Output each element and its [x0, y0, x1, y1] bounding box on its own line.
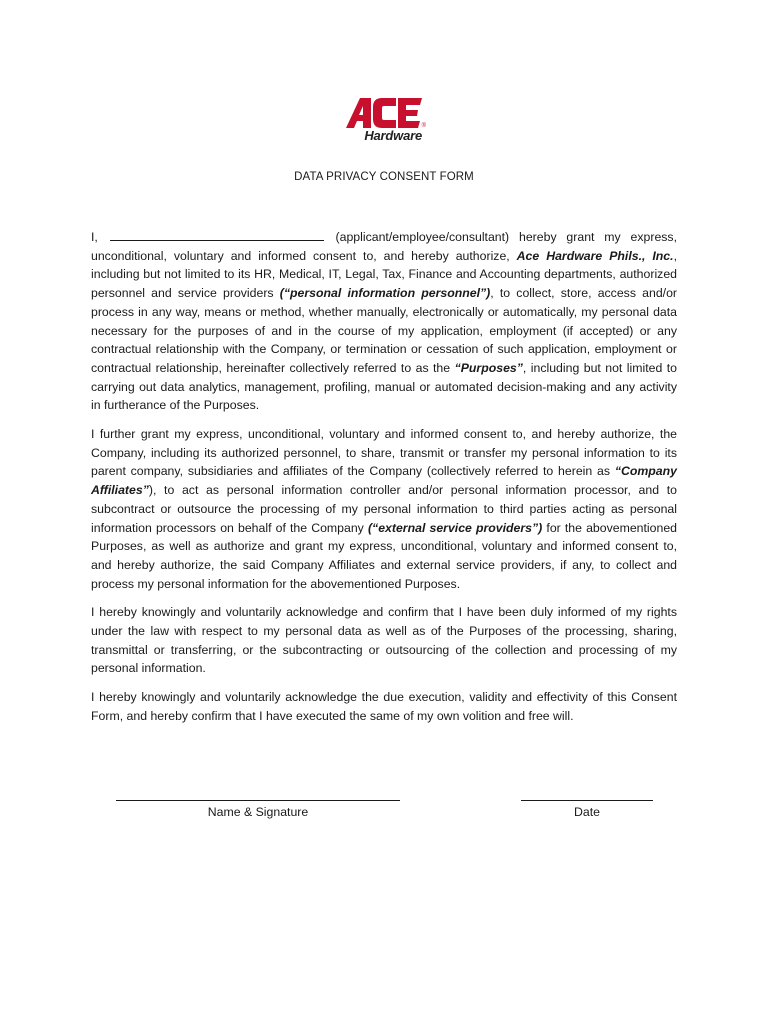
text-segment: (applicant/employee/consultant) hereby grant my express, unconditional, voluntary and informed consent to, and hereby authorize,: [91, 230, 677, 263]
date-label: Date: [574, 805, 600, 819]
consent-body: [91, 228, 677, 736]
text-segment: I further grant my express, unconditional, voluntary and informed consent to, and hereby authorize, the Company, including its authorized personnel, to share, transmit or transfer my personal information to its parent company, subsidiaries and affiliates of the Company (collectively referred to herein as: [91, 427, 677, 479]
paragraph-sharing-consent: [91, 425, 677, 593]
text-segment: , to collect, store, access and/or process in any way, means or method, whether manually, electronically or automatically, my personal data necessary for the purposes of and in the course of my application, employment (if accepted) or any contractual relationship with the Company, or termination or cessation of such application, employment or contractual relationship, hereinafter collectively referred to as the: [91, 286, 678, 375]
form-title: DATA PRIVACY CONSENT FORM: [294, 171, 474, 183]
text-segment: ), to act as personal information controller and/or personal information processor, and to subcontract or outsource the processing of my personal information to third parties acting as personal information processors on behalf of the Company: [91, 483, 677, 535]
defined-term: “Purposes”: [454, 360, 523, 375]
text-segment: for the abovementioned Purposes, as well as authorize and grant my express, unconditional, voluntary and informed consent to, and hereby authorize, the said Company Affiliates and external service providers, if any, to collect and process my personal information for the abovementioned Purposes.: [91, 520, 678, 591]
defined-term: “Company Affiliates”: [91, 464, 677, 498]
defined-term: (“external service providers”): [367, 520, 543, 535]
date-line[interactable]: [521, 800, 653, 801]
ace-logo-mark: [344, 96, 426, 130]
name-blank-line[interactable]: [110, 228, 324, 241]
defined-term: (“personal information personnel”): [279, 286, 491, 301]
text-segment: , including but not limited to carrying out data analytics, management, profiling, manual or automated decision-making and any activity in furtherance of the Purposes.: [91, 360, 677, 413]
text-segment: , including but not limited to its HR, Medical, IT, Legal, Tax, Finance and Accounting departments, authorized personnel and service providers: [91, 248, 677, 301]
signature-label: Name & Signature: [207, 805, 309, 819]
paragraph-consent-grant: [91, 228, 677, 415]
paragraph-execution-acknowledgment: I hereby knowingly and voluntarily acknowledge the due execution, validity and effectivity of this Consent Form, and hereby confirm that I have executed the same of my own volition and free will.: [91, 690, 677, 723]
paragraph-rights-acknowledgment: I hereby knowingly and voluntarily acknowledge and confirm that I have been duly informed of my rights under the law with respect to my personal data as well as of the Purposes of the processing, sharing, transmittal or transferring, or the subcontracting or outsourcing of the collection and processing of my personal information.: [91, 605, 677, 676]
registered-mark: ®: [421, 123, 426, 129]
ace-hardware-logo: [344, 96, 426, 146]
signature-line[interactable]: [116, 800, 400, 801]
company-name: Ace Hardware Phils., Inc.: [516, 248, 674, 263]
text-segment: I,: [91, 230, 98, 244]
logo-subtitle: Hardware: [364, 128, 422, 143]
